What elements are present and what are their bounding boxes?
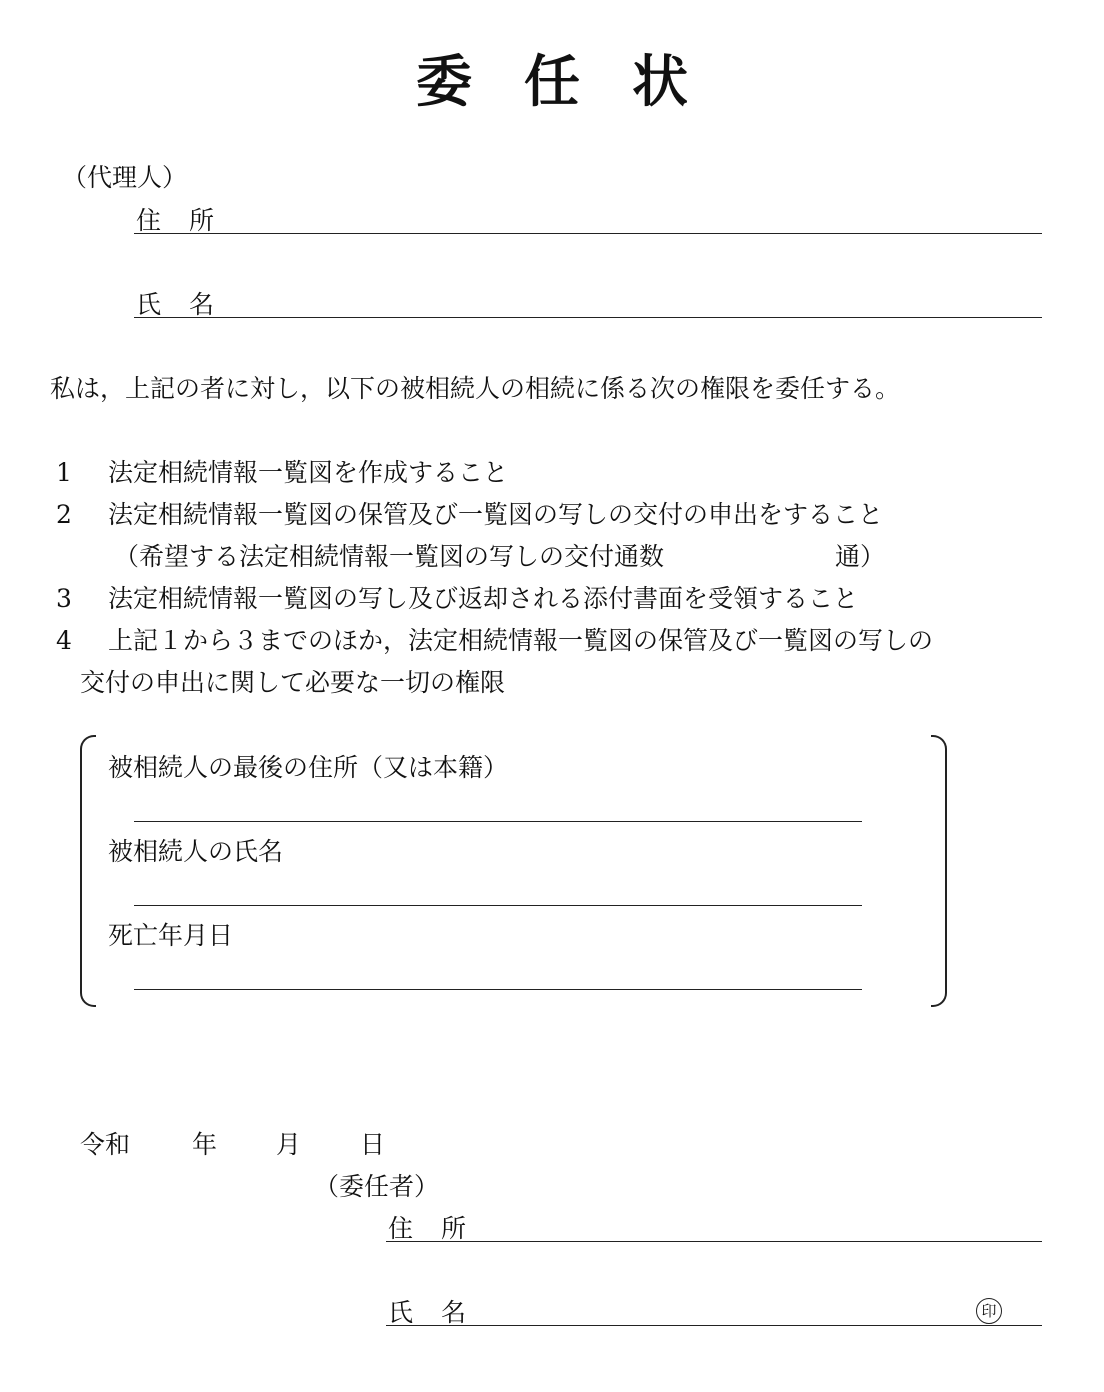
item-number: 2 (56, 500, 72, 529)
agent-name-label: 氏名 (136, 290, 243, 319)
item-number: 1 (56, 458, 72, 487)
document-title: 委任状 (416, 49, 740, 115)
item-text: 法定相続情報一覧図の保管及び一覧図の写しの交付の申出をすること (108, 500, 884, 529)
decedent-last-address-label: 被相続人の最後の住所（又は本籍） (108, 753, 509, 782)
agent-address-field[interactable] (134, 233, 1042, 234)
agent-address-label: 住所 (136, 206, 243, 235)
agent-name-field[interactable] (134, 317, 1042, 318)
decedent-death-date-label: 死亡年月日 (108, 921, 234, 950)
item-number: 3 (56, 584, 72, 613)
item-text: 法定相続情報一覧図の写し及び返却される添付書面を受領すること (108, 584, 859, 613)
bracket-left (80, 735, 96, 1007)
copies-requested-label: （希望する法定相続情報一覧図の写しの交付通数 (114, 542, 665, 571)
date-month-label: 月 (276, 1130, 302, 1159)
principal-heading: （委任者） (314, 1172, 440, 1201)
bracket-right (931, 735, 947, 1007)
principal-name-field[interactable] (386, 1325, 1042, 1326)
seal-mark-icon: 印 (976, 1298, 1002, 1324)
copies-count-field[interactable] (730, 541, 826, 573)
decedent-name-label: 被相続人の氏名 (108, 837, 284, 866)
principal-address-label: 住所 (388, 1214, 495, 1243)
item-text: 法定相続情報一覧図を作成すること (108, 458, 509, 487)
date-era: 令和 (80, 1130, 131, 1159)
item-number: 4 (56, 626, 72, 655)
principal-address-field[interactable] (386, 1241, 1042, 1242)
decedent-last-address-field[interactable] (134, 821, 862, 822)
decedent-death-date-field[interactable] (134, 989, 862, 990)
date-day-label: 日 (360, 1130, 386, 1159)
delegation-statement: 私は，上記の者に対し，以下の被相続人の相続に係る次の権限を委任する。 (50, 374, 901, 403)
date-year-label: 年 (192, 1130, 218, 1159)
agent-heading: （代理人） (62, 163, 188, 192)
decedent-name-field[interactable] (134, 905, 862, 906)
copies-unit-label: 通） (835, 542, 886, 571)
principal-name-label: 氏名 (388, 1298, 495, 1327)
item-text: 上記１から３までのほか，法定相続情報一覧図の保管及び一覧図の写しの (108, 626, 934, 655)
item-text-continued: 交付の申出に関して必要な一切の権限 (80, 668, 506, 697)
